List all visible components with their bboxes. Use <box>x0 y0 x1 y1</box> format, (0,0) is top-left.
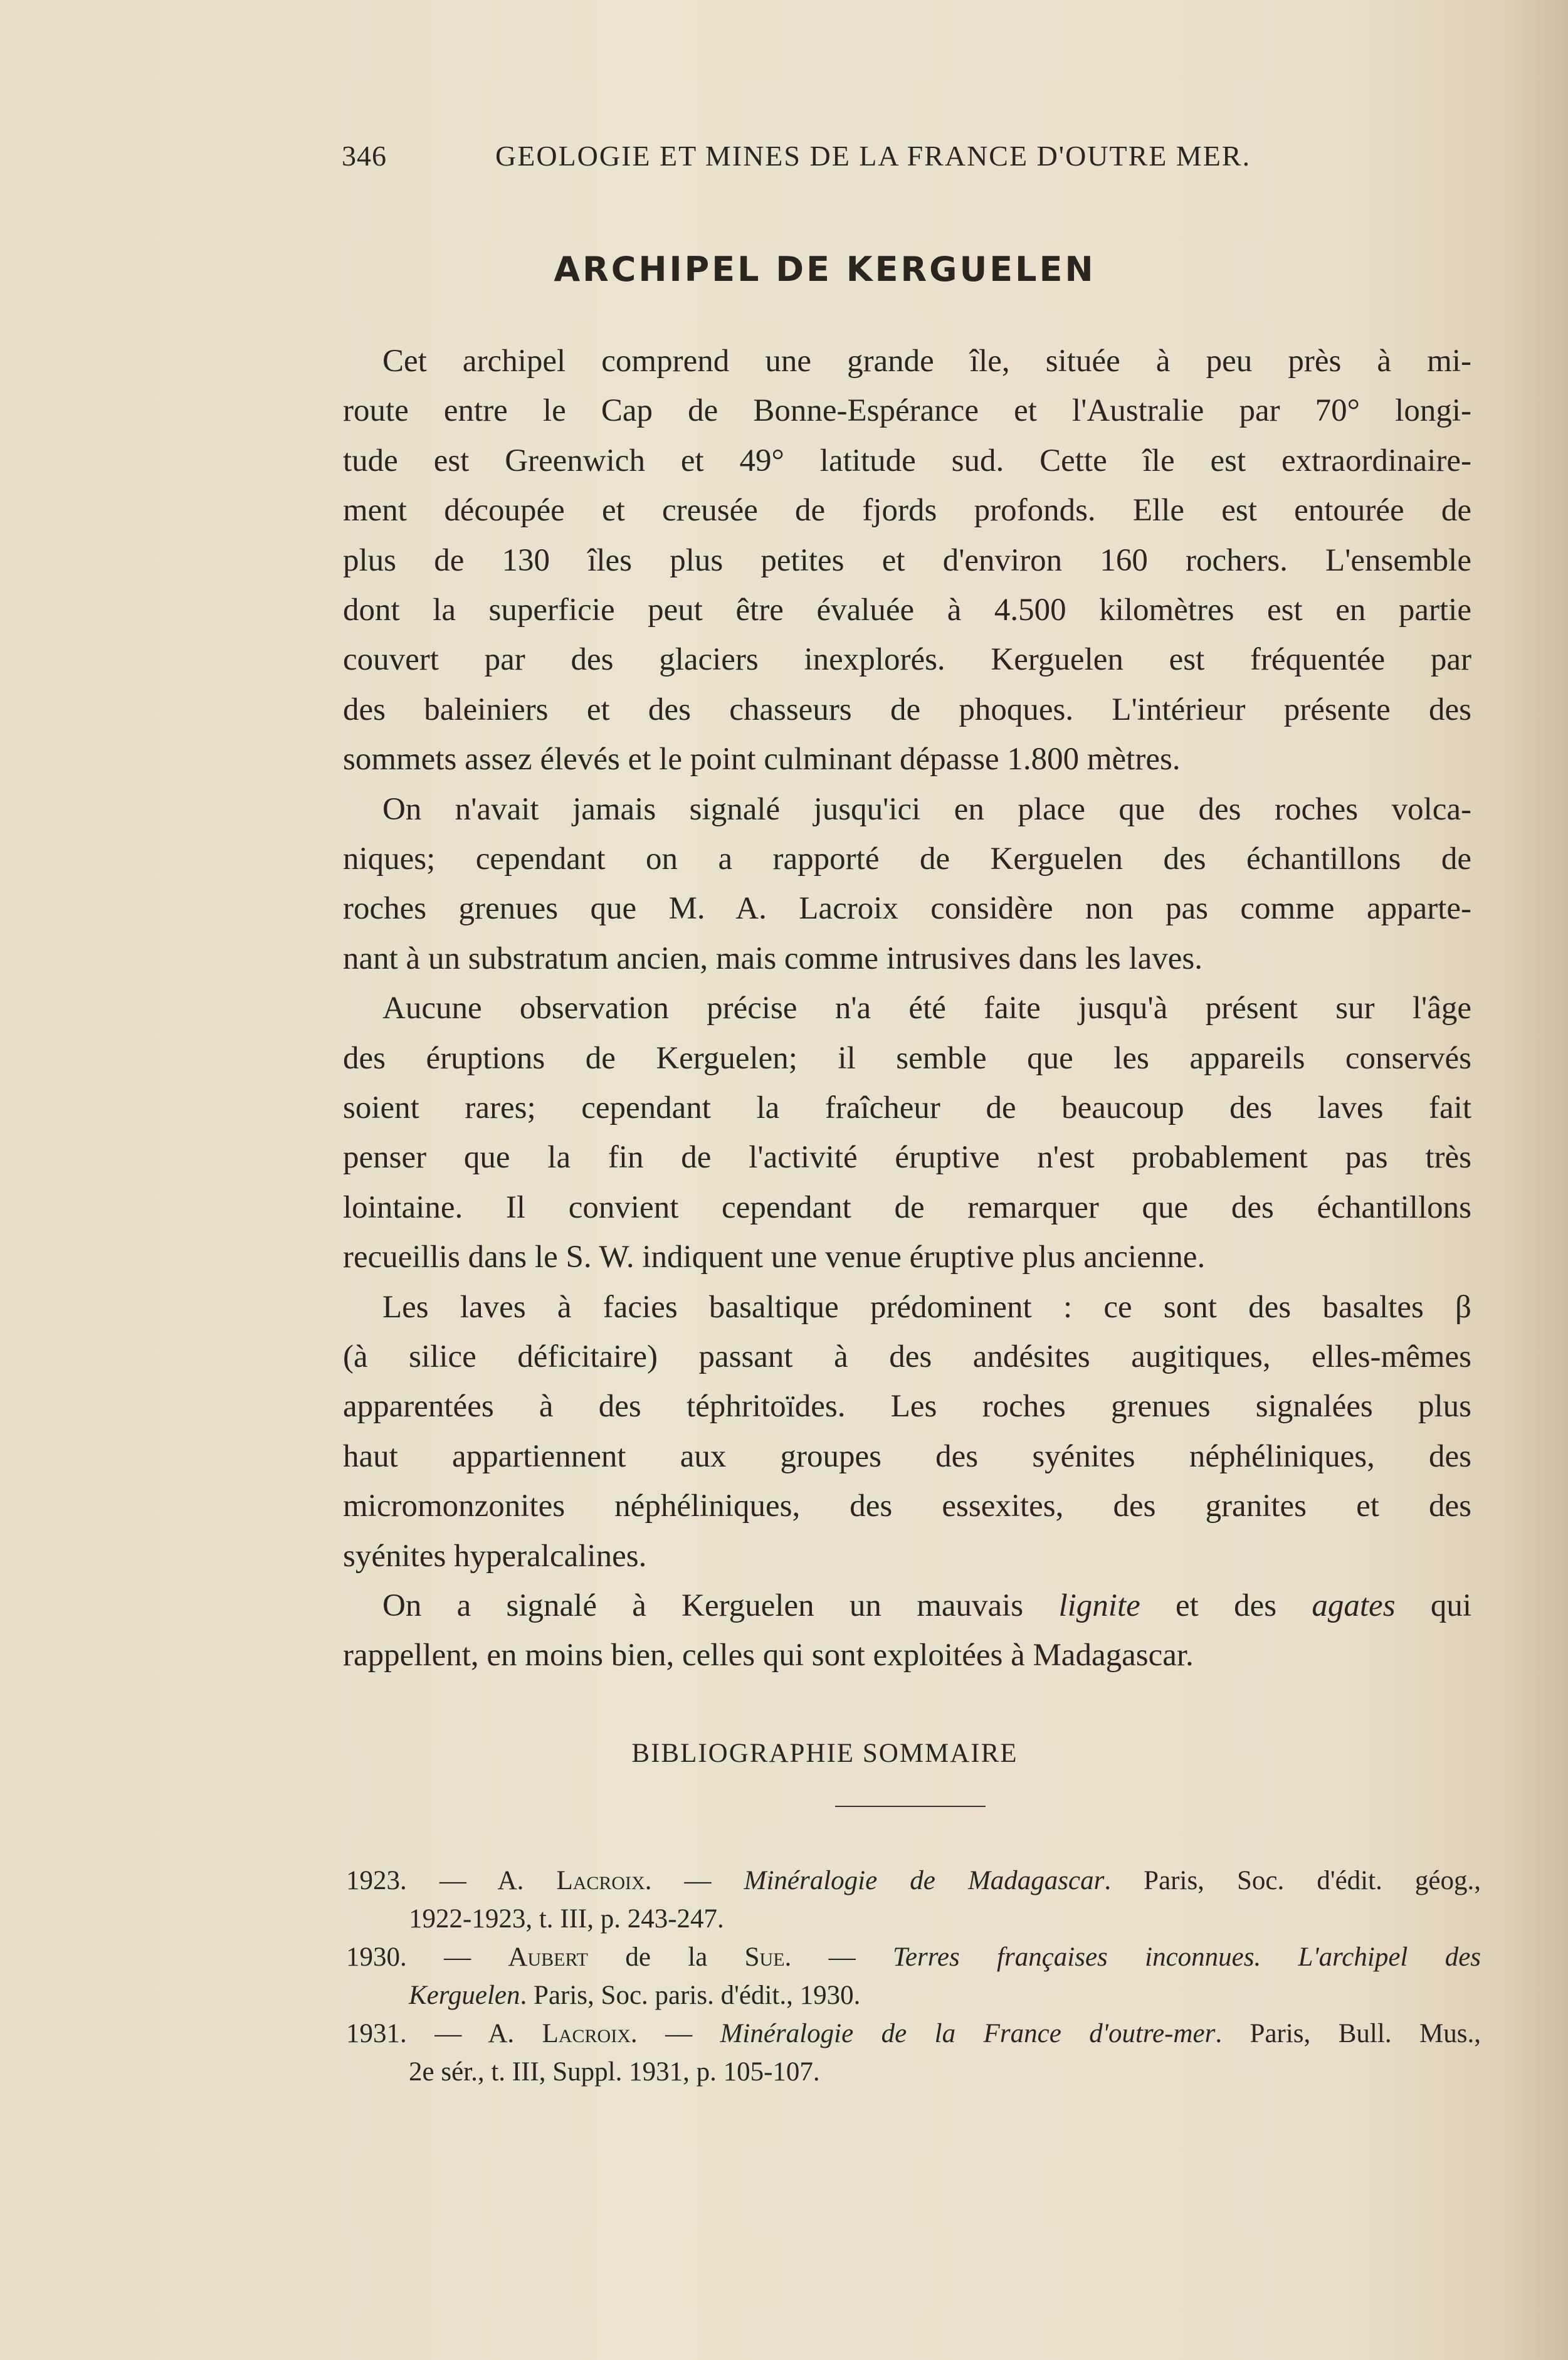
text-segment: Sue <box>744 1942 785 1972</box>
paragraph-line: tude est Greenwich et 49° latitude sud. Cette île est extraordinaire- <box>343 443 1471 478</box>
paragraph-line: des baleiniers et des chasseurs de phoques. L'intérieur présente des <box>343 692 1471 727</box>
italic-text: Minéralogie de la France d'outre-mer <box>720 2019 1216 2048</box>
paragraph-line: recueillis dans le S. W. indiquent une venue éruptive plus ancienne. <box>343 1240 1206 1275</box>
paragraph-line: Aucune observation précise n'a été faite jusqu'à présent sur l'âge <box>382 991 1471 1026</box>
paragraph-line: couvert par des glaciers inexplorés. Kerguelen est fréquentée par <box>343 642 1471 678</box>
paragraph-line: soient rares; cependant la fraîcheur de beaucoup des laves fait <box>343 1090 1471 1125</box>
text-segment: . — <box>630 2019 720 2048</box>
paragraph-line: penser que la fin de l'activité éruptive n'est probablement pas très <box>343 1140 1471 1176</box>
paragraph-line: sommets assez élevés et le point culminant dépasse 1.800 mètres. <box>343 742 1181 777</box>
text-segment: Aubert <box>508 1942 589 1972</box>
bibliography-entry-line <box>346 2018 1481 2050</box>
text-segment: de la <box>588 1942 745 1972</box>
paragraph-line: On n'avait jamais signalé jusqu'ici en place que des roches volca- <box>382 791 1471 827</box>
divider-rule <box>835 1806 986 1807</box>
bibliography-entry-line <box>346 1865 1481 1897</box>
paragraph-line: micromonzonites néphéliniques, des essexites, des granites et des <box>343 1488 1471 1524</box>
paragraph-line: apparentées à des téphritoïdes. Les roches grenues signalées plus <box>343 1389 1471 1425</box>
italic-text: Minéralogie de Madagascar <box>744 1866 1105 1895</box>
paragraph-line: Les laves à facies basaltique prédominent : ce sont des basaltes β <box>382 1289 1471 1325</box>
paragraph-line: haut appartiennent aux groupes des syénites néphéliniques, des <box>343 1438 1471 1474</box>
bibliography-entry-line <box>346 1942 1481 1973</box>
paragraph-line: lointaine. Il convient cependant de remarquer que des échantillons <box>343 1189 1471 1225</box>
paragraph-line <box>382 1587 1471 1625</box>
text-segment: 1923. — A. <box>346 1866 557 1895</box>
paragraph-line: rappellent, en moins bien, celles qui sont exploitées à Madagascar. <box>343 1638 1194 1673</box>
italic-text: lignite <box>1058 1588 1140 1623</box>
paragraph-line: ment découpée et creusée de fjords profonds. Elle est entourée de <box>343 493 1471 529</box>
paragraph-line: roches grenues que M. A. Lacroix considère non pas comme apparte- <box>343 891 1471 927</box>
page-number: 346 <box>342 140 387 172</box>
running-head: GEOLOGIE ET MINES DE LA FRANCE D'OUTRE MER. <box>495 140 1251 172</box>
paragraph-line: Cet archipel comprend une grande île, située à peu près à mi- <box>382 344 1471 379</box>
text-segment: Lacroix <box>542 2019 631 2048</box>
bibliography-entry-line <box>409 1904 1481 1935</box>
bibliography-heading: BIBLIOGRAPHIE SOMMAIRE <box>631 1739 1018 1768</box>
italic-text: Kerguelen <box>409 1981 520 2010</box>
text-segment: qui <box>1395 1588 1471 1623</box>
bibliography-entry-line <box>409 2057 1481 2088</box>
text-segment: . Paris, Soc. d'édit. géog., <box>1104 1866 1481 1895</box>
paragraph-line: nant à un substratum ancien, mais comme intrusives dans les laves. <box>343 940 1203 976</box>
text-segment: . — <box>645 1866 744 1895</box>
paragraph-line: niques; cependant on a rapporté de Kerguelen des échantillons de <box>343 841 1471 877</box>
paragraph-line: route entre le Cap de Bonne-Espérance et l'Australie par 70° longi- <box>343 393 1471 429</box>
section-title: ARCHIPEL DE KERGUELEN <box>554 250 1096 289</box>
text-segment: 1922-1923, t. III, p. 243-247. <box>409 1904 724 1934</box>
paragraph-line: (à silice déficitaire) passant à des andésites augitiques, elles-mêmes <box>343 1339 1471 1374</box>
paragraph-line: dont la superficie peut être évaluée à 4.500 kilomètres est en partie <box>343 593 1471 628</box>
text-segment: On a signalé à Kerguelen un mauvais <box>382 1588 1059 1623</box>
paragraph-line: syénites hyperalcalines. <box>343 1538 647 1574</box>
paragraph-line: plus de 130 îles plus petites et d'environ 160 rochers. L'ensemble <box>343 542 1471 578</box>
text-segment: 1930. — <box>346 1942 508 1972</box>
text-segment: . Paris, Soc. paris. d'édit., 1930. <box>520 1981 861 2010</box>
text-segment: 2e sér., t. III, Suppl. 1931, p. 105-107. <box>409 2057 820 2087</box>
text-segment: Lacroix <box>556 1866 645 1895</box>
text-segment: . — <box>784 1942 893 1972</box>
italic-text: agates <box>1312 1588 1396 1623</box>
bibliography-entry-line <box>409 1980 1481 2011</box>
text-segment: et des <box>1140 1588 1312 1623</box>
text-segment: 1931. — A. <box>346 2019 542 2048</box>
text-segment: . Paris, Bull. Mus., <box>1215 2019 1481 2048</box>
italic-text: Terres françaises inconnues. L'archipel des <box>892 1942 1481 1972</box>
paragraph-line: des éruptions de Kerguelen; il semble que les appareils conservés <box>343 1040 1471 1076</box>
